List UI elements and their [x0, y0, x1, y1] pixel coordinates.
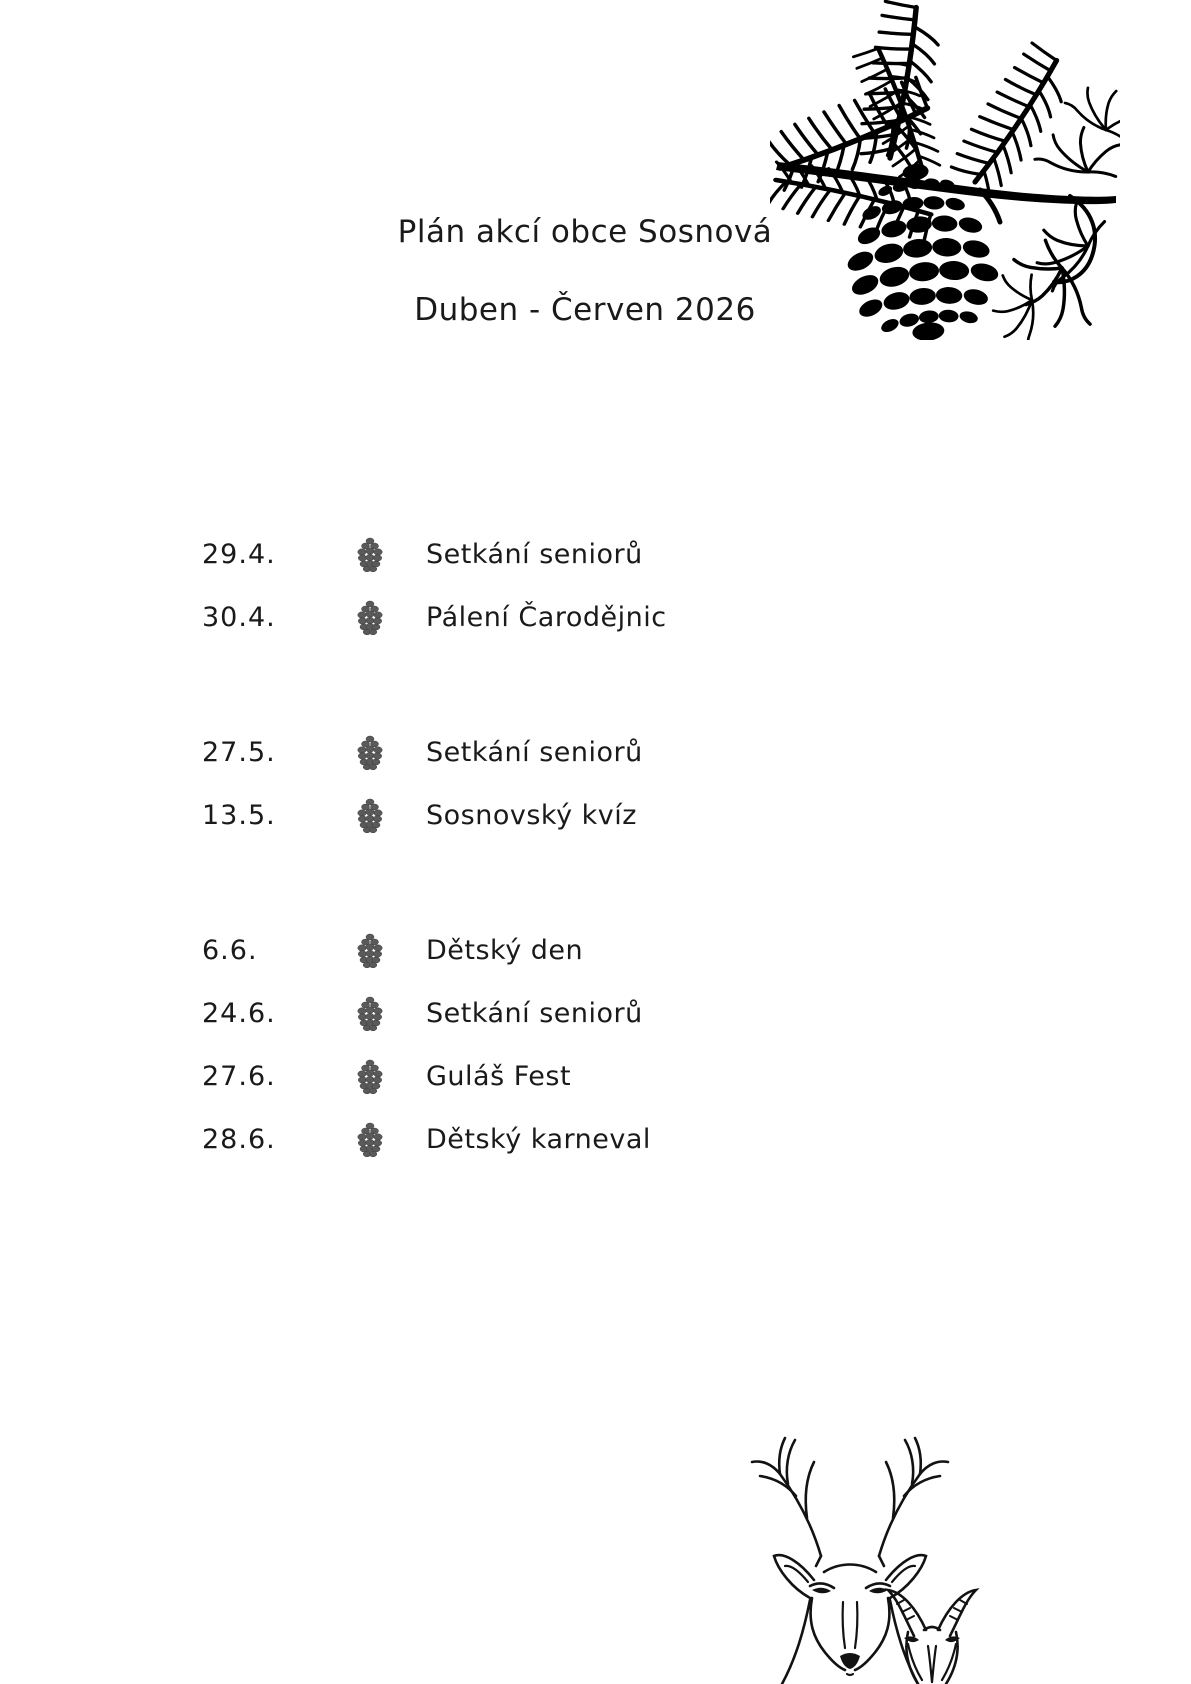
event-date: 28.6.	[202, 1124, 276, 1155]
event-title: Sosnovský kvíz	[426, 800, 637, 831]
event-title: Pálení Čarodějnic	[426, 602, 667, 633]
event-group-april	[202, 523, 667, 649]
event-row	[202, 1108, 667, 1171]
pinecone-icon	[352, 1056, 388, 1098]
event-row	[202, 586, 667, 649]
event-title: Dětský den	[426, 935, 584, 966]
event-list	[202, 523, 667, 1171]
pinecone-icon	[352, 1119, 388, 1161]
pinecone-icon	[352, 534, 388, 576]
event-group-june	[202, 919, 667, 1171]
event-date: 27.6.	[202, 1061, 276, 1092]
title-block	[380, 212, 790, 331]
page-title: Plán akcí obce Sosnová	[397, 214, 773, 250]
pinecone-icon	[352, 597, 388, 639]
event-row	[202, 721, 667, 784]
pinecone-icon	[352, 993, 388, 1035]
event-date: 29.4.	[202, 539, 276, 570]
event-date: 30.4.	[202, 602, 276, 633]
pine-branch-icon	[770, 0, 1120, 340]
event-row	[202, 982, 667, 1045]
event-row	[202, 1045, 667, 1108]
event-date: 24.6.	[202, 998, 276, 1029]
pinecone-icon	[352, 930, 388, 972]
event-title: Setkání seniorů	[426, 998, 643, 1029]
event-title: Guláš Fest	[426, 1061, 572, 1092]
event-row	[202, 523, 667, 586]
pinecone-icon	[352, 732, 388, 774]
deer-icon	[700, 1430, 1000, 1684]
event-date: 27.5.	[202, 737, 276, 768]
event-title: Dětský karneval	[426, 1124, 651, 1155]
event-title: Setkání seniorů	[426, 737, 643, 768]
event-date: 6.6.	[202, 935, 258, 966]
event-row	[202, 919, 667, 982]
event-group-may	[202, 721, 667, 847]
page-subtitle: Duben - Červen 2026	[414, 292, 756, 329]
event-title: Setkání seniorů	[426, 539, 643, 570]
event-date: 13.5.	[202, 800, 276, 831]
pinecone-icon	[352, 795, 388, 837]
event-row	[202, 784, 667, 847]
